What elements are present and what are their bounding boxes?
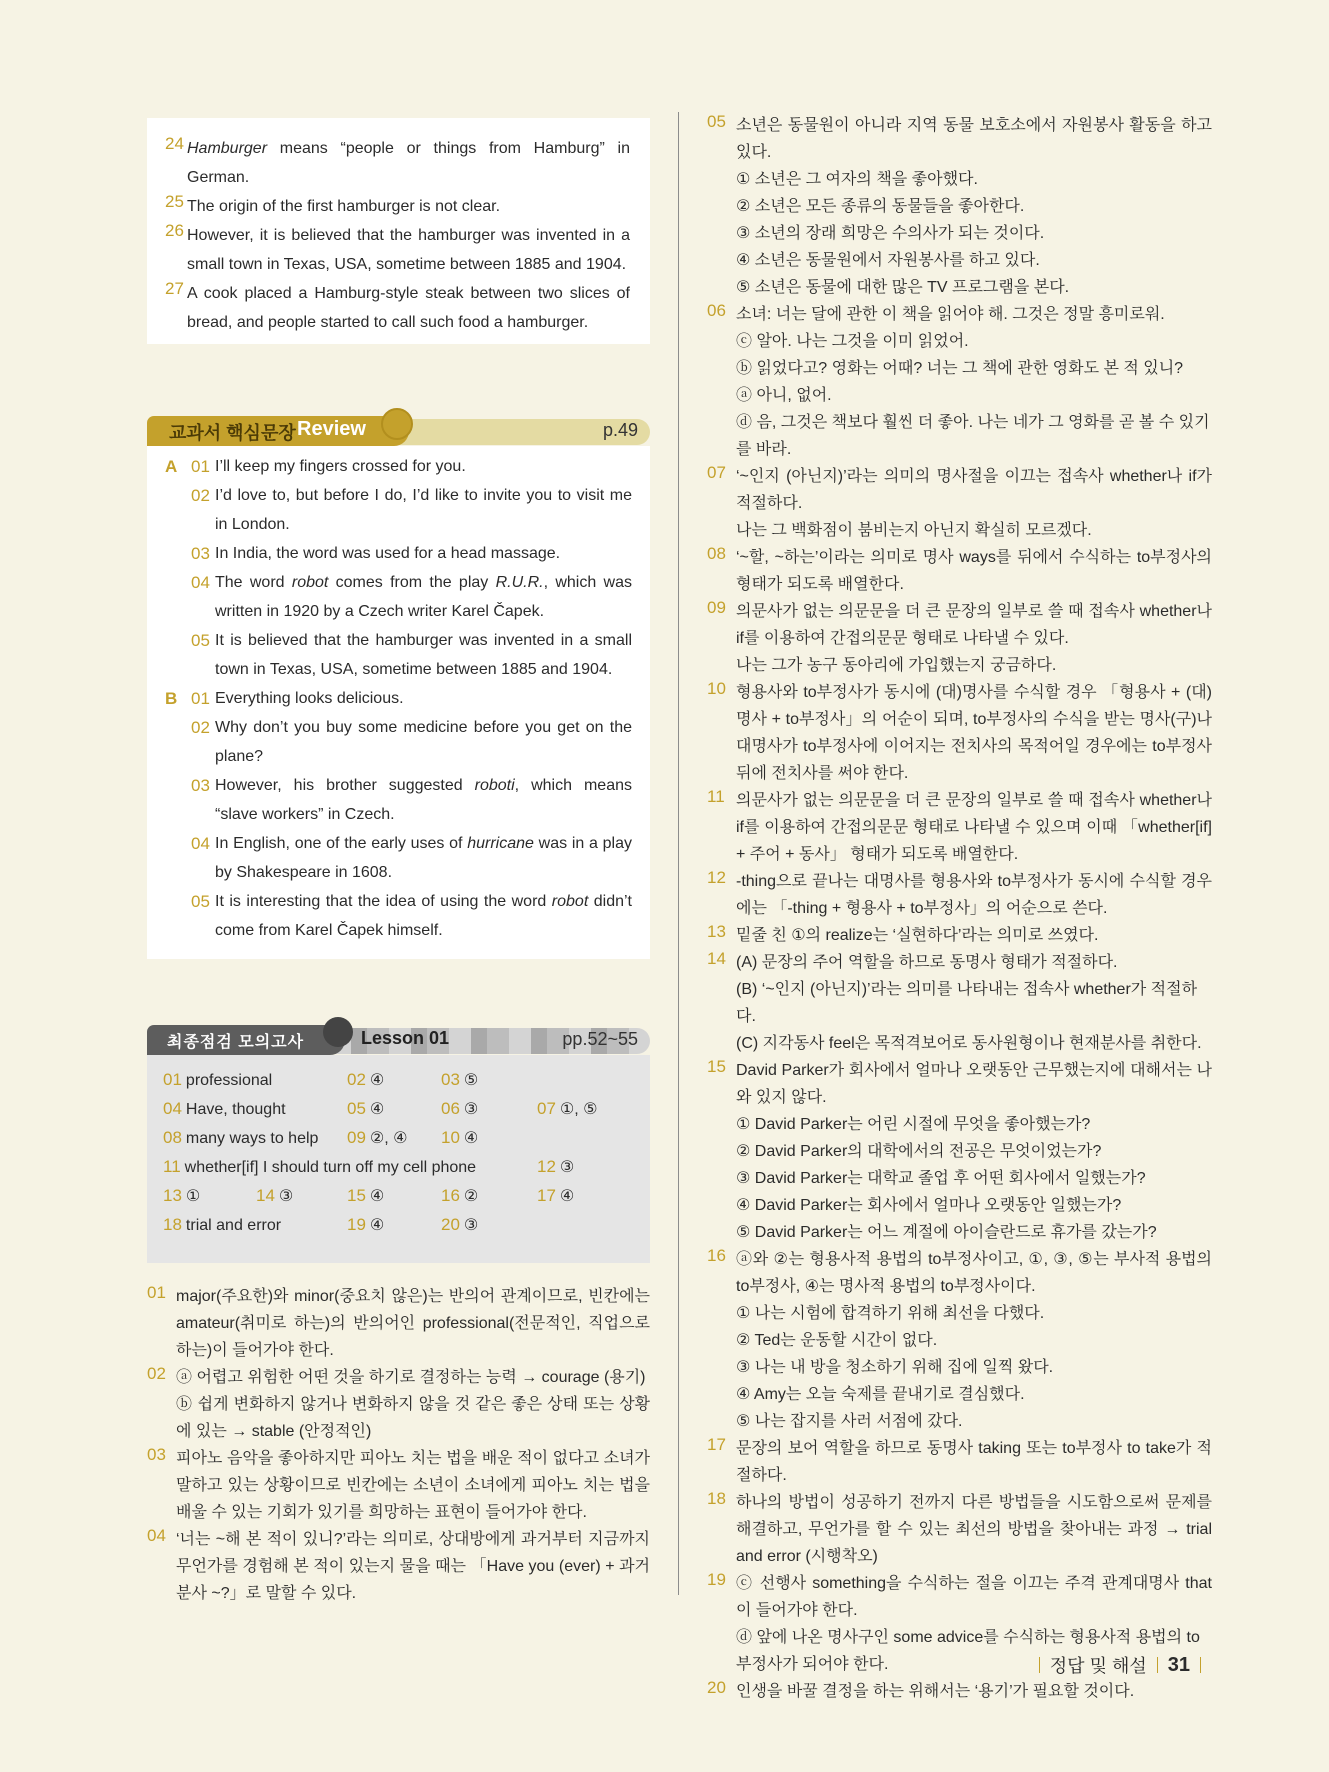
answer-text: ④ [369,1188,385,1205]
answer-number: 05 [347,1099,366,1118]
explanation-number: 13 [707,922,726,941]
explanation-subline: ① 소년은 그 여자의 책을 좋아했다. [736,171,978,188]
review-group-items [191,684,632,945]
answer-number: 02 [347,1070,366,1089]
explanation-text: David Parker가 회사에서 얼마나 오랫동안 근무했는지에 대해서는 나와 있지 않다. [736,1062,1212,1106]
sentence-item [165,221,630,279]
banner-dot-icon [323,1017,353,1047]
lesson-banner-title: 최종점검 모의고사 [167,1034,305,1051]
answer-text: ③ [463,1217,479,1234]
explanation-item [707,679,1212,787]
review-group [165,684,632,945]
explanation-line [147,1364,650,1391]
explanation-line [147,1283,650,1364]
italic-term: hurricane [467,835,534,852]
answer-text: ② [463,1188,479,1205]
explanation-number: 19 [707,1570,726,1589]
explanation-line [707,1570,1212,1624]
explanation-line [707,679,1212,787]
answer-number: 03 [441,1070,460,1089]
explanation-line [707,112,1212,166]
answer-text: ①, ⑤ [559,1101,598,1118]
explanation-text: -thing으로 끝나는 대명사를 형용사와 to부정사가 동시에 수식할 경우에는 「-thing + 형용사 + to부정사」의 어순으로 쓴다. [736,873,1212,917]
review-item [191,481,632,539]
review-item-number: 01 [191,457,210,476]
explanation-item [147,1445,650,1526]
explanation-subline: ⑤ 소년은 동물에 대한 많은 TV 프로그램을 본다. [736,279,1070,296]
explanation-line [147,1445,650,1526]
review-item [191,452,632,481]
explanation-subline: ② Ted는 운동할 시간이 없다. [736,1332,938,1349]
answer-item [163,1210,281,1240]
review-item [191,887,632,945]
explanation-line [707,1246,1212,1300]
review-banner-label: Review [297,418,366,440]
answer-number: 19 [347,1215,366,1234]
review-item-number: 01 [191,689,210,708]
lesson-page-ref: pp.52~55 [562,1029,638,1049]
explanation-item [707,544,1212,598]
answer-text: ⑤ [463,1072,479,1089]
review-item-number: 03 [191,544,210,563]
review-item [191,684,632,713]
explanation-text: ⓐ 어렵고 위험한 어떤 것을 하기로 결정하는 능력 → courage (용기) [176,1369,646,1386]
answer-item [347,1094,384,1124]
footer-label: 정답 및 해설 [1049,1656,1147,1676]
answer-text: ① [185,1188,201,1205]
explanation-item [707,1246,1212,1435]
answer-item [441,1123,478,1153]
answer-number: 12 [537,1157,556,1176]
review-group-label: B [165,689,178,708]
review-item-number: 05 [191,631,210,650]
answer-number: 11 [163,1157,181,1176]
explanation-subline: ⑤ 나는 잡지를 사러 서점에 갔다. [736,1413,963,1430]
explanation-item [707,598,1212,679]
sentence-text: Hamburger means “people or things from Hamburg” in German. [187,140,630,186]
review-item [191,713,632,771]
answer-item [441,1210,478,1240]
answer-text: ②, ④ [369,1130,408,1147]
explanation-text: ‘~인지 (아닌지)’라는 의미의 명사절을 이끄는 접속사 whether나 if가 적절하다. [736,468,1212,512]
explanation-line [707,1678,1212,1705]
explanation-subline: ⓐ 아니, 없어. [736,387,832,404]
answer-number: 06 [441,1099,460,1118]
answer-item [537,1181,574,1211]
review-item-text: It is believed that the hamburger was invented in a small town in Texas, USA, sometime between 1885 and 1904. [215,632,632,678]
explanation-number: 09 [707,598,726,617]
explanation-number: 15 [707,1057,726,1076]
explanation-text: 소녀: 너는 달에 관한 이 책을 읽어야 해. 그것은 정말 흥미로워. [736,306,1165,323]
explanation-item [707,1489,1212,1570]
review-item-text: I’d love to, but before I do, I’d like to invite you to visit me in London. [215,487,632,533]
explanation-subline: 나는 그 백화점이 붐비는지 아닌지 확실히 모르겠다. [736,522,1092,539]
explanation-number: 03 [147,1445,166,1464]
answer-number: 09 [347,1128,366,1147]
answer-text: ③ [559,1159,575,1176]
review-item [191,829,632,887]
explanation-number: 20 [707,1678,726,1697]
explanation-text: ⓐ와 ②는 형용사적 용법의 to부정사이고, ①, ③, ⑤는 부사적 용법의 to부정사, ④는 명사적 용법의 to부정사이다. [736,1251,1212,1295]
right-column [707,112,1212,1705]
sentence-item [165,134,630,192]
lesson-title: Lesson 01 [361,1028,450,1048]
review-banner-title: 교과서 핵심문장 [169,423,296,443]
answer-number: 01 [163,1070,182,1089]
answer-number: 04 [163,1099,182,1118]
review-group-label: A [165,457,178,476]
explanation-subline: ③ David Parker는 대학교 졸업 후 어떤 회사에서 일했는가? [736,1170,1146,1187]
answer-item [441,1065,478,1095]
explanation-subline: ③ 나는 내 방을 청소하기 위해 집에 일찍 왔다. [736,1359,1054,1376]
review-item [191,568,632,626]
explanation-text: (A) 문장의 주어 역할을 하므로 동명사 형태가 적절하다. [736,954,1118,971]
answer-number: 17 [537,1186,556,1205]
answer-text: ③ [278,1188,294,1205]
answer-item [537,1094,598,1124]
explanation-subline: 나는 그가 농구 동아리에 가입했는지 궁금하다. [736,657,1057,674]
explanation-subline: ② David Parker의 대학에서의 전공은 무엇이었는가? [736,1143,1102,1160]
explanation-number: 11 [707,787,725,806]
explanation-text: 형용사와 to부정사가 동시에 (대)명사를 수식할 경우 「형용사 + (대)명사 + to부정사」의 어순이 되며, to부정사의 수식을 받는 명사(구)나 대명사가 to부정사에 이어지는 전치사의 목적어일 경우에는 to부정사 뒤에 전치사를 써야 한다. [736,684,1212,782]
review-item-text: In India, the word was used for a head massage. [215,545,561,562]
explanation-text: 인생을 바꿀 결정을 하는 위해서는 ‘용기’가 필요할 것이다. [736,1683,1135,1700]
answer-item [347,1210,384,1240]
explanation-subline: ⑤ David Parker는 어느 계절에 아이슬란드로 휴가를 갔는가? [736,1224,1157,1241]
explanation-number: 12 [707,868,726,887]
review-item-text: Why don’t you buy some medicine before you get on the plane? [215,719,632,765]
answer-item [347,1123,408,1153]
answer-text: ③ [463,1101,479,1118]
explanation-line [707,868,1212,922]
explanation-line [707,949,1212,976]
answer-number: 13 [163,1186,182,1205]
explanation-subline: ② 소년은 모든 종류의 동물들을 좋아한다. [736,198,1025,215]
review-group-items [191,452,632,684]
italic-term: Hamburger [187,140,268,157]
explanation-spacer [147,1391,176,1445]
explanation-item [147,1526,650,1607]
review-item [191,626,632,684]
italic-term: robot [551,893,589,910]
answer-text: many ways to help [185,1130,319,1147]
answer-number: 20 [441,1215,460,1234]
answer-number: 07 [537,1099,556,1118]
banner-dot-icon [381,408,413,440]
review-item [191,771,632,829]
sentence-text: However, it is believed that the hamburger was invented in a small town in Texas, USA, sometime between 1885 and 1904. [187,227,630,273]
explanation-number: 17 [707,1435,726,1454]
explanation-text: 의문사가 없는 의문문을 더 큰 문장의 일부로 쓸 때 접속사 whether나 if를 이용하여 간접의문문 형태로 나타낼 수 있으며 이때 「whether[if] + 주어 + 동사」 형태가 되도록 배열한다. [736,792,1212,863]
explanation-text: 피아노 음악을 좋아하지만 피아노 치는 법을 배운 적이 없다고 소녀가 말하고 있는 상황이므로 빈칸에는 소년이 소녀에게 피아노 치는 법을 배울 수 있는 기회가 있기를 희망하는 표현이 들어가야 한다. [176,1450,650,1521]
explanation-item [707,1435,1212,1489]
review-item-number: 04 [191,573,210,592]
explanation-item [707,868,1212,922]
sentence-item [165,192,630,221]
explanation-subline: ① 나는 시험에 합격하기 위해 최선을 다했다. [736,1305,1045,1322]
answer-item [256,1181,293,1211]
explanation-number: 01 [147,1283,166,1302]
explanation-item [707,1678,1212,1705]
lesson-banner [147,1025,650,1055]
explanation-number: 04 [147,1526,166,1545]
review-item-text: However, his brother suggested roboti, which means “slave workers” in Czech. [215,777,632,823]
sentence-item [165,279,630,337]
explanation-line [707,922,1212,949]
page-footer [1029,1652,1211,1678]
explanation-number: 06 [707,301,726,320]
answer-text: Have, thought [185,1101,286,1118]
explanation-line [707,1435,1212,1489]
answer-text: ④ [369,1072,385,1089]
sentence-text: A cook placed a Hamburg-style steak between two slices of bread, and people started to call such food a hamburger. [187,285,630,331]
review-item-text: It is interesting that the idea of using the word robot didn’t come from Karel Čapek himself. [215,893,632,939]
explanation-text: ‘너는 ~해 본 적이 있니?’라는 의미로, 상대방에게 과거부터 지금까지 무언가를 경험해 본 적이 있는지 물을 때는 「Have you (ever) + 과거분사 ~?」로 말할 수 있다. [176,1531,650,1602]
explanation-line [707,787,1212,868]
answer-number: 14 [256,1186,275,1205]
answer-text: whether[if] I should turn off my cell phone [184,1159,477,1176]
review-item-number: 03 [191,776,210,795]
review-box [147,446,650,959]
explanation-subline: ⓑ 읽었다고? 영화는 어때? 너는 그 책에 관한 영화도 본 적 있니? [736,360,1184,377]
explanation-line [707,1489,1212,1570]
sentence-number: 26 [165,221,184,240]
explanation-number: 14 [707,949,726,968]
explanation-item [147,1283,650,1364]
answer-item [441,1094,478,1124]
explanation-text: 문장의 보어 역할을 하므로 동명사 taking 또는 to부정사 to take가 적절하다. [736,1440,1212,1484]
review-item-number: 04 [191,834,210,853]
answer-item [441,1181,478,1211]
explanation-line [707,463,1212,517]
sentence-text: The origin of the first hamburger is not clear. [187,198,501,215]
explanation-subline: ③ 소년의 장래 희망은 수의사가 되는 것이다. [736,225,1045,242]
italic-term: robot [291,574,329,591]
explanation-subline: ⓒ 알아. 나는 그것을 이미 읽었어. [736,333,969,350]
explanation-line [707,544,1212,598]
explanation-item [707,463,1212,544]
top-sentence-box [147,118,650,344]
answer-number: 18 [163,1215,182,1234]
explanation-subline: ① David Parker는 어린 시절에 무엇을 좋아했는가? [736,1116,1091,1133]
explanation-item [147,1364,650,1445]
answer-item [347,1181,384,1211]
review-page-ref: p.49 [602,420,638,440]
explanation-line [707,598,1212,652]
review-item-text: Everything looks delicious. [215,690,404,707]
explanation-subline: ⓓ 앞에 나온 명사구인 some advice를 수식하는 형용사적 용법의 to부정사가 되어야 한다. [736,1629,1200,1673]
answer-text: ④ [369,1101,385,1118]
explanation-text: 의문사가 없는 의문문을 더 큰 문장의 일부로 쓸 때 접속사 whether나 if를 이용하여 간접의문문 형태로 나타낼 수 있다. [736,603,1212,647]
sentence-number: 24 [165,134,184,153]
review-group [165,452,632,684]
explanation-text: 소년은 동물원이 아니라 지역 동물 보호소에서 자원봉사 활동을 하고 있다. [736,117,1212,161]
sentence-number: 27 [165,279,184,298]
sentence-number: 25 [165,192,184,211]
explanation-item [707,112,1212,301]
review-item [191,539,632,568]
answer-item [163,1065,272,1095]
explanation-text: ⓑ 쉽게 변화하지 않거나 변화하지 않을 것 같은 좋은 상태 또는 상황에 있는 → stable (안정적인) [176,1396,650,1440]
italic-term: R.U.R. [495,574,544,591]
review-item-number: 05 [191,892,210,911]
answer-key-box [147,1055,650,1263]
explanation-number: 08 [707,544,726,563]
review-item-number: 02 [191,486,210,505]
answer-number: 08 [163,1128,182,1147]
explanation-item [707,301,1212,463]
answer-text: ④ [463,1130,479,1147]
explanation-line [147,1526,650,1607]
explanation-item [707,922,1212,949]
explanation-text: major(주요한)와 minor(중요치 않은)는 반의어 관계이므로, 빈칸에는 amateur(취미로 하는)의 반의어인 professional(전문적인, 직업으로 하는)이 들어가야 한다. [176,1288,650,1359]
answer-item [163,1152,476,1182]
explanation-item [707,949,1212,1057]
explanation-number: 10 [707,679,726,698]
review-item-text: In English, one of the early uses of hurricane was in a play by Shakespeare in 1608. [215,835,632,881]
answer-item [537,1152,574,1182]
review-item-text: The word robot comes from the play R.U.R., which was written in 1920 by a Czech writer Karel Čapek. [215,574,632,620]
explanation-item [707,1057,1212,1246]
explanation-line [147,1391,650,1445]
explanation-number: 05 [707,112,726,131]
answer-text: ④ [559,1188,575,1205]
review-item-number: 02 [191,718,210,737]
explanation-line [707,301,1212,328]
answer-text: ④ [369,1217,385,1234]
explanation-subline: (C) 지각동사 feel은 목적격보어로 동사원형이나 현재분사를 취한다. [736,1035,1202,1052]
answer-item [163,1181,200,1211]
explanation-number: 18 [707,1489,726,1508]
italic-term: roboti [474,777,515,794]
explanation-text: ⓒ 선행사 something을 수식하는 절을 이끄는 주격 관계대명사 that이 들어가야 한다. [736,1575,1212,1619]
left-column [147,118,650,1607]
explanation-subline: ④ David Parker는 회사에서 얼마나 오랫동안 일했는가? [736,1197,1122,1214]
explanation-item [707,787,1212,868]
review-item-text: I’ll keep my fingers crossed for you. [215,458,466,475]
review-banner [147,416,650,446]
explanation-subline: ④ 소년은 동물원에서 자원봉사를 하고 있다. [736,252,1040,269]
explanation-number: 16 [707,1246,726,1265]
page-number: 31 [1167,1653,1190,1676]
answer-item [163,1123,318,1153]
explanation-text: 하나의 방법이 성공하기 전까지 다른 방법들을 시도함으로써 문제를 해결하고, 무언가를 할 수 있는 최선의 방법을 찾아내는 과정 → trial and error (시행착오) [736,1494,1212,1565]
column-divider [678,112,679,1595]
explanation-number: 02 [147,1364,166,1383]
left-explanations [147,1283,650,1607]
explanation-line [707,1057,1212,1111]
answer-text: trial and error [185,1217,282,1234]
explanation-subline: (B) ‘~인지 (아닌지)’라는 의미를 나타내는 접속사 whether가 적절하다. [736,981,1198,1025]
explanation-number: 07 [707,463,726,482]
answer-number: 16 [441,1186,460,1205]
explanation-text: 밑줄 친 ①의 realize는 ‘실현하다’라는 의미로 쓰였다. [736,927,1099,944]
answer-number: 10 [441,1128,460,1147]
answer-text: professional [185,1072,273,1089]
answer-item [163,1094,286,1124]
answer-number: 15 [347,1186,366,1205]
explanation-subline: ④ Amy는 오늘 숙제를 끝내기로 결심했다. [736,1386,1025,1403]
answer-item [347,1065,384,1095]
explanation-text: ‘~할, ~하는’이라는 의미로 명사 ways를 뒤에서 수식하는 to부정사의 형태가 되도록 배열한다. [736,549,1212,593]
explanation-subline: ⓓ 음, 그것은 책보다 훨씬 더 좋아. 나는 네가 그 영화를 곧 볼 수 있기를 바라. [736,414,1210,458]
